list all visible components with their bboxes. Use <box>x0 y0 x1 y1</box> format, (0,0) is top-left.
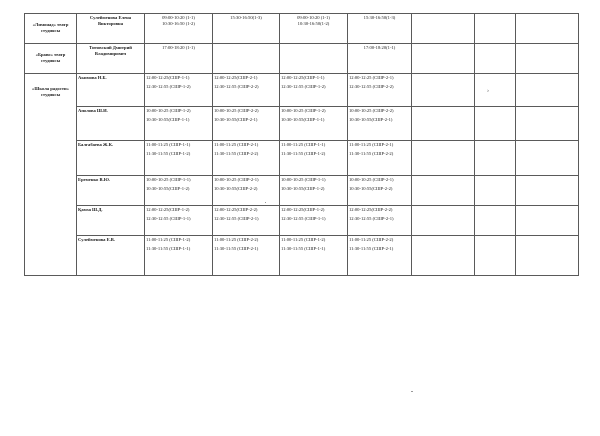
schedule-cell <box>145 74 213 107</box>
empty-cell <box>516 206 579 236</box>
time-slot-text: 12:30-12:55 (СШР-2-2) <box>214 84 259 89</box>
table-row <box>25 206 579 236</box>
time-slot-text: 12:30-12:55 (СШР-1-2) <box>281 84 326 89</box>
teacher-name-cell: Титовский Дмитрий Владимирович <box>77 44 145 74</box>
schedule-cell <box>145 141 213 176</box>
time-slot-text: 12:30-12:55 (СШР-1-2) <box>146 84 191 89</box>
schedule-cell <box>145 107 213 141</box>
time-slot-text: 10:00-10:25 (СШР-2-1) <box>214 177 259 182</box>
teacher-name-cell: Қамза Ш.Д. <box>77 206 145 236</box>
table-row <box>25 107 579 141</box>
schedule-cell <box>280 107 348 141</box>
time-slot-text: 12:30-12:55 (СШР-1-1) <box>146 216 191 221</box>
time-slot-text: 10:30-16:50 (1-2) <box>162 21 195 26</box>
schedule-cell <box>348 14 412 44</box>
schedule-cell <box>213 14 280 44</box>
schedule-cell <box>213 236 280 276</box>
teacher-name-cell: Аполова Ш.И. <box>77 107 145 141</box>
studio-name-cell: «Школа радости» студиясы <box>25 74 77 276</box>
time-slot-text: 09:00-10:20 (1-1) <box>297 15 330 20</box>
time-slot-text: 10:30-10:55(СШР-2-2) <box>214 186 258 191</box>
time-slot-text: 10:30-10:55(СШР-2-2) <box>349 186 393 191</box>
time-slot-text: 11:30-11:55 (СШР-1-2) <box>281 151 326 156</box>
time-slot-text: 11:00-11:25 (СШР-2-2) <box>214 237 259 242</box>
schedule-cell <box>213 74 280 107</box>
schedule-cell <box>412 176 475 206</box>
empty-cell <box>516 141 579 176</box>
time-slot-text: 10:30-10:55(СШР-1-2) <box>281 186 325 191</box>
time-slot-text: 12:30-12:55 (СШР-2-1) <box>214 216 259 221</box>
schedule-cell <box>348 44 412 74</box>
schedule-cell <box>145 176 213 206</box>
schedule-cell <box>475 236 516 276</box>
table-row <box>25 74 579 107</box>
time-slot-text: 10:00-10:25 (СШР-1-1) <box>146 177 191 182</box>
schedule-cell <box>475 141 516 176</box>
time-slot-text: 12:00-12:25(СШР-1-1) <box>281 75 325 80</box>
time-slot-text: 12:00-12:25(СШР-1-2) <box>146 207 190 212</box>
schedule-cell <box>213 141 280 176</box>
schedule-cell <box>280 236 348 276</box>
schedule-cell <box>213 44 280 74</box>
schedule-cell <box>412 74 475 107</box>
empty-cell <box>516 236 579 276</box>
schedule-cell <box>348 141 412 176</box>
schedule-cell <box>145 14 213 44</box>
empty-cell <box>516 44 579 74</box>
time-slot-text: 11:00-11:25 (СШР-1-1) <box>146 142 191 147</box>
time-slot-text: 11:30-11:55 (СШР-1-1) <box>281 246 326 251</box>
time-slot-text: 11:30-11:55 (СШР-1-1) <box>146 246 191 251</box>
table-row <box>25 141 579 176</box>
scan-mark: › <box>487 88 489 94</box>
time-slot-text: 11:30-11:55 (СШР-2-2) <box>214 151 259 156</box>
time-slot-text: 11:30-11:55 (СШР-2-1) <box>214 246 259 251</box>
schedule-cell <box>348 176 412 206</box>
time-slot-text: 15:30-16:50(1-3) <box>363 15 396 20</box>
table-row <box>25 44 579 74</box>
scan-speck <box>265 202 266 203</box>
time-slot-text: 12:00-12:25(СШР-2-1) <box>214 75 258 80</box>
time-slot-text: 11:00-11:25 (СШР-1-2) <box>281 237 326 242</box>
schedule-cell <box>348 206 412 236</box>
time-slot-text: 12:00-12:25(СШР-1-1) <box>146 75 190 80</box>
schedule-cell <box>348 236 412 276</box>
teacher-name-cell: Сулейменова Е.В. <box>77 236 145 276</box>
time-slot-text: 11:30-11:55 (СШР-2-2) <box>349 151 394 156</box>
time-slot-text: 10:30-10:55(СШР-2-1) <box>214 117 258 122</box>
schedule-cell <box>213 206 280 236</box>
time-slot-text: 12:30-12:55 (СШР-2-2) <box>349 84 394 89</box>
empty-cell <box>516 14 579 44</box>
empty-cell <box>516 107 579 141</box>
schedule-cell <box>280 141 348 176</box>
teacher-name-cell: Балгабаева Ж.К. <box>77 141 145 176</box>
schedule-cell <box>412 206 475 236</box>
studio-name-cell: «Лимонад» театр студиясы <box>25 14 77 44</box>
time-slot-text: 12:00-12:25 (СШР-2-1) <box>349 75 394 80</box>
schedule-cell <box>412 44 475 74</box>
time-slot-text: 10:00-10:25 (СШР-1-1) <box>281 177 326 182</box>
schedule-cell <box>145 236 213 276</box>
schedule-cell <box>145 206 213 236</box>
time-slot-text: 10:00-10:25 (СШР-2-2) <box>349 108 394 113</box>
schedule-cell <box>412 14 475 44</box>
time-slot-text: 11:30-11:55 (СШР-1-2) <box>146 151 191 156</box>
time-slot-text: 12:00-12:25(СШР-2-2) <box>214 207 258 212</box>
table-row <box>25 236 579 276</box>
time-slot-text: 12:00-12:25(СШР-1-2) <box>281 207 325 212</box>
time-slot-text: 12:30-12:55 (СШР-2-1) <box>349 216 394 221</box>
time-slot-text: 09:00-10:20 (1-1) <box>162 15 195 20</box>
schedule-body <box>25 14 579 276</box>
time-slot-text: 10:00-10:25 (СШР-1-2) <box>281 108 326 113</box>
schedule-cell <box>280 176 348 206</box>
teacher-name-cell: Сулейменова Елена Викторовна <box>77 14 145 44</box>
empty-cell <box>516 74 579 107</box>
time-slot-text: 11:00-11:25 (СШР-2-1) <box>349 142 394 147</box>
time-slot-text: 17:00-18:20(1-1) <box>363 45 396 50</box>
time-slot-text: 17:00-18:20 (1-1) <box>162 45 195 50</box>
schedule-cell <box>213 176 280 206</box>
time-slot-text: 12:00-12:25(СШР-2-2) <box>349 207 393 212</box>
time-slot-text: 11:00-11:25 (СШР-1-1) <box>281 142 326 147</box>
schedule-cell <box>412 236 475 276</box>
schedule-cell <box>475 44 516 74</box>
time-slot-text: 11:30-11:55 (СШР-2-1) <box>349 246 394 251</box>
schedule-cell <box>280 206 348 236</box>
schedule-cell <box>348 107 412 141</box>
time-slot-text: 11:00-11:25 (СШР-1-2) <box>146 237 191 242</box>
time-slot-text: 12:30-12:55 (СШР-1-1) <box>281 216 326 221</box>
time-slot-text: 11:00-11:25 (СШР-2-1) <box>214 142 259 147</box>
time-slot-text: 10:00-10:25 (СШР-1-2) <box>146 108 191 113</box>
table-row <box>25 14 579 44</box>
schedule-cell <box>412 141 475 176</box>
schedule-cell <box>280 44 348 74</box>
schedule-cell <box>475 107 516 141</box>
schedule-cell <box>475 176 516 206</box>
time-slot-text: 10:30-10:55(СШР-1-1) <box>281 117 325 122</box>
schedule-cell <box>145 44 213 74</box>
table-row <box>25 176 579 206</box>
schedule-cell <box>475 206 516 236</box>
schedule-cell <box>280 14 348 44</box>
teacher-name-cell: Акимова Н.Б. <box>77 74 145 107</box>
time-slot-text: 10:00-10:25 (СШР-2-2) <box>214 108 259 113</box>
scan-speck <box>411 391 413 392</box>
empty-cell <box>516 176 579 206</box>
schedule-cell <box>475 14 516 44</box>
teacher-name-cell: Еременко В.Ю. <box>77 176 145 206</box>
time-slot-text: 10:30-16:50(1-2) <box>297 21 330 26</box>
time-slot-text: 10:30-10:55(СШР-1-1) <box>146 117 190 122</box>
time-slot-text: 11:00-11:25 (СШР-2-2) <box>349 237 394 242</box>
schedule-cell <box>475 74 516 107</box>
time-slot-text: 15:30-16:50(1-3) <box>230 15 262 20</box>
time-slot-text: 10:30-10:55(СШР-2-1) <box>349 117 393 122</box>
schedule-cell <box>412 107 475 141</box>
schedule-cell <box>280 74 348 107</box>
time-slot-text: 10:30-10:55(СШР-1-2) <box>146 186 190 191</box>
time-slot-text: 10:00-10:25 (СШР-2-1) <box>349 177 394 182</box>
schedule-table <box>24 13 579 276</box>
studio-name-cell: «Браво» театр студиясы <box>25 44 77 74</box>
schedule-cell <box>213 107 280 141</box>
schedule-cell <box>348 74 412 107</box>
